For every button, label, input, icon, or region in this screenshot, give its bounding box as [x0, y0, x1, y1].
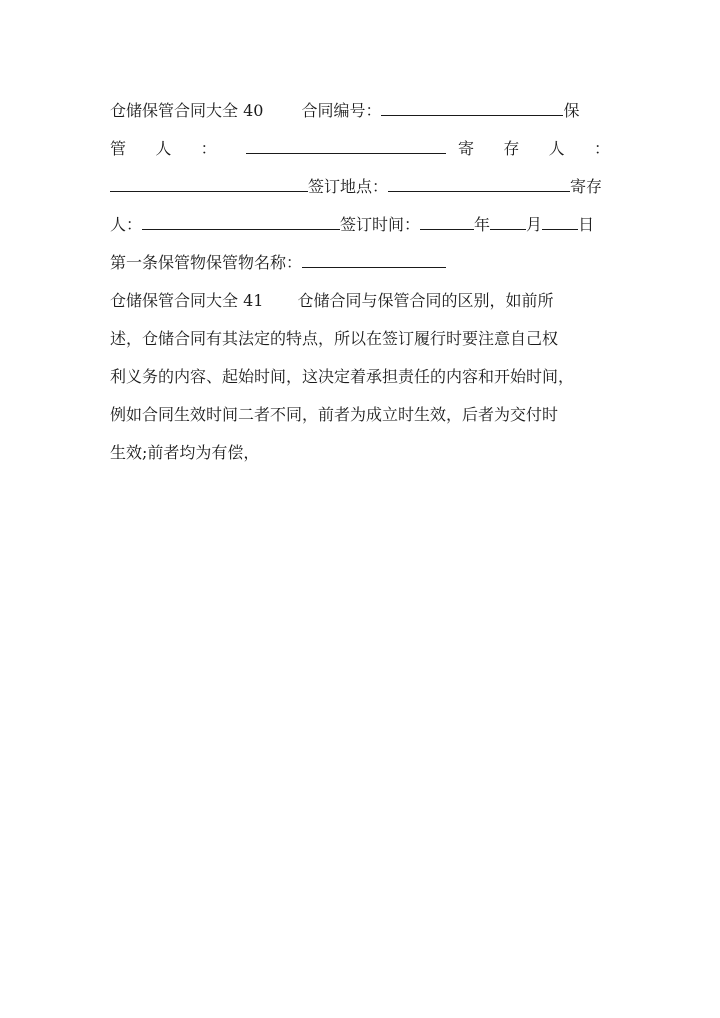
- depositor-blank-2: [142, 210, 340, 230]
- day-label: 日: [578, 215, 595, 234]
- paragraph-line: 生效;前者均为有偿，: [110, 443, 260, 462]
- year-label: 年: [474, 215, 491, 234]
- keeper-blank: [246, 134, 446, 154]
- line-6: [110, 282, 610, 320]
- document-body: [110, 92, 610, 472]
- item-name-blank: [302, 248, 446, 268]
- signing-time-label: 签订时间：: [340, 215, 421, 234]
- signing-place-blank: [388, 172, 570, 192]
- signing-place-label: 签订地点：: [308, 177, 389, 196]
- depositor-label-end: 人：: [110, 215, 143, 234]
- contract-number-blank: [381, 96, 563, 116]
- depositor-label-start: 寄存: [570, 177, 603, 196]
- depositor-colon: ：: [593, 139, 610, 158]
- keeper-colon: ：: [200, 139, 229, 158]
- keeper-label-start: 保: [563, 101, 580, 120]
- keeper-char-2: 人: [155, 139, 184, 158]
- month-blank: [490, 210, 526, 230]
- line-8: [110, 358, 610, 396]
- depositor-char-1: 寄: [445, 139, 487, 158]
- line-10: [110, 434, 610, 472]
- line-7: [110, 320, 610, 358]
- contract-number-label: 合同编号：: [301, 101, 382, 120]
- section-title-40: 仓储保管合同大全 40: [110, 101, 264, 120]
- line-9: [110, 396, 610, 434]
- keeper-char-1: 管: [110, 139, 139, 158]
- year-blank: [420, 210, 474, 230]
- depositor-char-2: 存: [503, 139, 532, 158]
- line-1: [110, 92, 610, 130]
- line-5: [110, 244, 610, 282]
- paragraph-start: 仓储合同与保管合同的区别，如前所: [297, 291, 554, 310]
- depositor-char-3: 人: [548, 139, 577, 158]
- paragraph-line: 例如合同生效时间二者不同，前者为成立时生效，后者为交付时: [110, 405, 559, 424]
- clause-one: 第一条保管物保管物名称：: [110, 253, 303, 272]
- depositor-blank: [110, 172, 308, 192]
- paragraph-line: 述，仓储合同有其法定的特点，所以在签订履行时要注意自己权: [110, 329, 559, 348]
- month-label: 月: [526, 215, 543, 234]
- line-2: [110, 130, 610, 168]
- line-4: [110, 206, 610, 244]
- line-3: [110, 168, 610, 206]
- section-title-41: 仓储保管合同大全 41: [110, 291, 264, 310]
- day-blank: [542, 210, 578, 230]
- paragraph-line: 利义务的内容、起始时间，这决定着承担责任的内容和开始时间，: [110, 367, 575, 386]
